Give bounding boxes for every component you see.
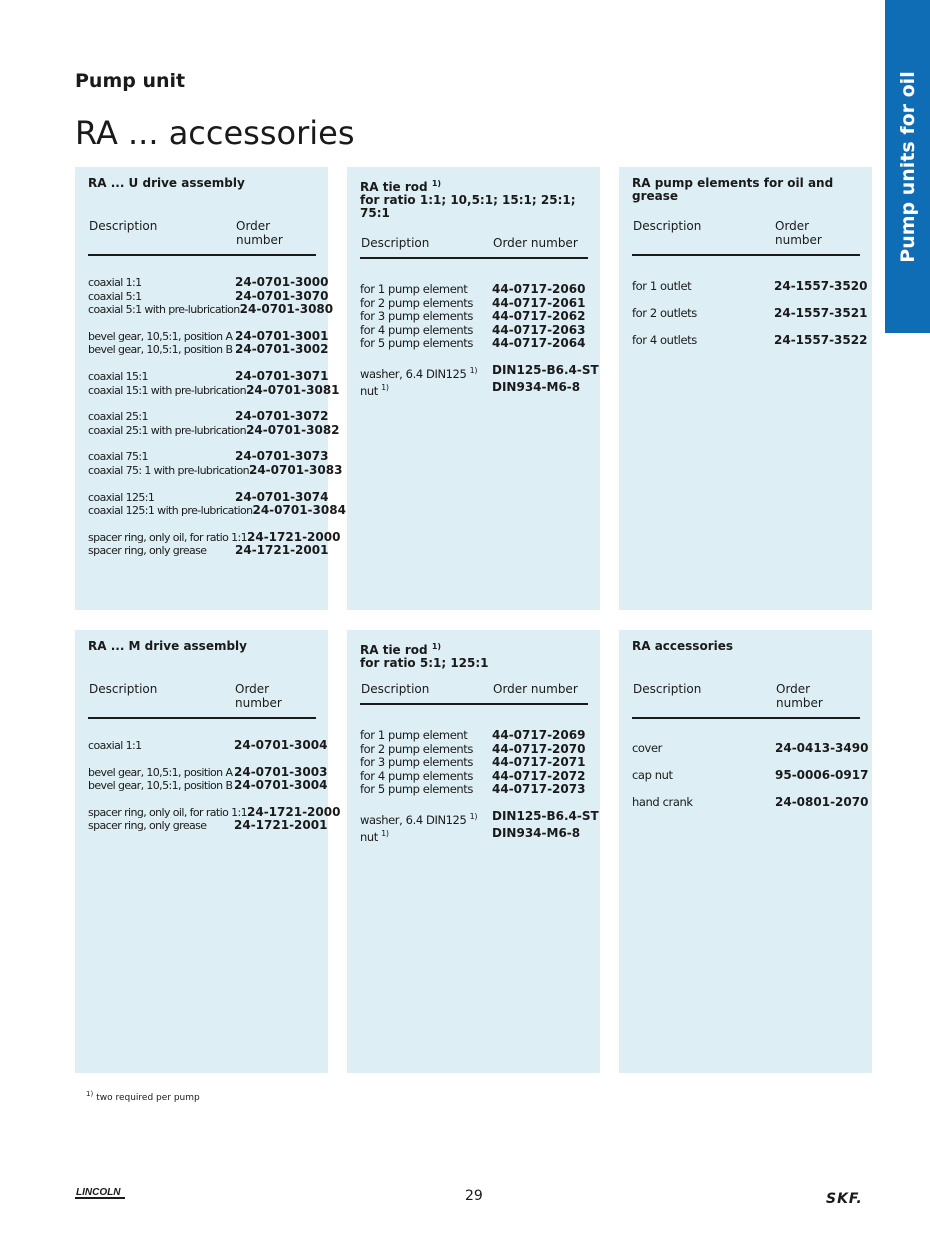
table-body xyxy=(360,728,599,845)
row-description-text: coaxial 15:1 xyxy=(88,369,148,383)
row-group xyxy=(360,362,599,399)
row-description xyxy=(88,806,247,820)
row-group xyxy=(88,368,340,397)
row-description xyxy=(88,544,235,558)
footnote-marker: 1) xyxy=(469,365,478,375)
table-row xyxy=(88,764,328,780)
table-body xyxy=(632,741,869,810)
row-description xyxy=(632,280,774,294)
panel-title: RA pump elements for oil and grease xyxy=(632,176,834,203)
row-order-number: 44-0717-2064 xyxy=(492,336,586,351)
column-header-description: Description xyxy=(89,219,158,233)
row-group xyxy=(88,529,341,558)
table-row xyxy=(632,279,868,294)
row-description xyxy=(88,410,235,424)
row-description-text: nut xyxy=(360,384,378,399)
table-row xyxy=(360,310,588,324)
row-description xyxy=(360,756,492,770)
row-description xyxy=(360,337,492,351)
table-row xyxy=(88,382,340,398)
row-description-text: cover xyxy=(632,741,662,755)
row-description-text: for 2 pump elements xyxy=(360,295,473,310)
row-order-number: 24-0701-3004 xyxy=(234,738,328,752)
table-row xyxy=(88,275,329,290)
row-description-text: coaxial 1:1 xyxy=(88,739,142,752)
row-description xyxy=(632,334,774,348)
row-group xyxy=(88,449,343,477)
row-order-number: 44-0717-2062 xyxy=(492,309,586,324)
row-order-number: 44-0717-2072 xyxy=(492,768,586,783)
row-group xyxy=(88,328,329,357)
row-order-number: 24-0701-3071 xyxy=(235,368,329,383)
row-order-number: 44-0717-2073 xyxy=(492,782,586,797)
footnote-mark: 1) xyxy=(86,1090,94,1098)
table-row xyxy=(632,741,869,756)
row-order-number: 44-0717-2060 xyxy=(492,282,586,296)
row-order-number: 95-0006-0917 xyxy=(775,768,869,783)
row-order-number: DIN934-M6-8 xyxy=(492,826,581,841)
panel-title: RA accessories xyxy=(632,639,734,653)
row-description-text: spacer ring, only grease xyxy=(88,819,207,833)
row-description xyxy=(632,742,775,756)
table-row xyxy=(88,422,340,438)
row-description xyxy=(632,796,775,810)
row-order-number: 24-0701-3072 xyxy=(235,409,329,424)
table-row xyxy=(88,503,346,518)
table-row xyxy=(88,529,341,545)
row-description xyxy=(88,370,235,384)
panel-tie-rod-ratio-1 xyxy=(347,167,600,610)
table-row xyxy=(88,543,329,558)
side-tab-label: Pump units for oil xyxy=(896,70,919,263)
row-group xyxy=(88,764,328,793)
row-description-text: spacer ring, only oil, for ratio 1:1 xyxy=(88,530,247,544)
table-row xyxy=(88,462,343,478)
row-description-text: nut xyxy=(360,830,378,845)
row-description-text: washer, 6.4 DIN125 xyxy=(360,366,467,381)
row-group xyxy=(360,283,588,351)
panel-title xyxy=(360,640,588,670)
row-description xyxy=(88,779,234,793)
row-description-text: bevel gear, 10,5:1, position B xyxy=(88,779,233,793)
table-row xyxy=(360,283,588,297)
row-order-number: 44-0717-2063 xyxy=(492,322,586,337)
footnote-text: two required per pump xyxy=(96,1093,200,1103)
column-header-description: Description xyxy=(361,682,430,696)
table-header xyxy=(360,682,588,705)
footnote xyxy=(86,1090,200,1103)
row-description xyxy=(360,283,492,297)
page-title: RA ... accessories xyxy=(75,114,355,152)
row-group xyxy=(88,409,340,437)
row-order-number: 24-1721-2001 xyxy=(235,543,329,558)
row-description xyxy=(88,504,252,518)
row-description-text: for 1 pump element xyxy=(360,282,468,296)
row-description xyxy=(360,743,492,757)
row-order-number: 24-0413-3490 xyxy=(775,741,869,755)
column-header-order-number: Order number xyxy=(776,682,823,710)
row-description xyxy=(88,290,235,304)
table-row xyxy=(88,778,328,793)
table-row xyxy=(360,297,588,311)
row-description-text: spacer ring, only grease xyxy=(88,544,207,558)
row-description-text: hand crank xyxy=(632,795,693,810)
table-row xyxy=(360,808,599,827)
lincoln-logo-text: LINCOLN xyxy=(76,1187,121,1198)
row-group xyxy=(88,738,328,753)
row-order-number: DIN934-M6-8 xyxy=(492,380,581,395)
panel-u-drive-assembly xyxy=(75,167,346,610)
row-order-number: 24-0701-3003 xyxy=(234,764,328,779)
column-header-order-number: Order number xyxy=(493,682,578,696)
row-order-number: 24-0701-3070 xyxy=(235,288,329,303)
table-row xyxy=(360,337,588,351)
side-tab xyxy=(885,0,930,333)
column-header-description: Description xyxy=(361,236,430,250)
table-row xyxy=(88,302,334,317)
row-group xyxy=(88,489,346,518)
table-row xyxy=(88,804,341,820)
section-label: Pump unit xyxy=(75,70,186,92)
row-group xyxy=(360,729,588,797)
row-description-text: coaxial 25:1 xyxy=(88,410,148,424)
row-order-number: DIN125-B6.4-ST xyxy=(492,362,599,377)
column-header-order-number: Order number xyxy=(236,219,283,247)
row-description xyxy=(88,464,249,478)
panel-title-line1: RA tie rod xyxy=(360,643,428,657)
table-row xyxy=(360,362,599,381)
table-body xyxy=(632,279,868,348)
table-row xyxy=(88,288,329,304)
page-number: 29 xyxy=(465,1188,483,1204)
row-description xyxy=(88,276,235,290)
row-group xyxy=(88,804,341,833)
panel-pump-elements xyxy=(619,167,872,610)
row-description-text: for 5 pump elements xyxy=(360,782,473,797)
row-description xyxy=(88,766,234,780)
table-row xyxy=(632,795,869,810)
row-description-text: bevel gear, 10,5:1, position A xyxy=(88,765,233,779)
row-description-text: coaxial 75:1 xyxy=(88,450,148,464)
row-description xyxy=(360,381,492,398)
row-order-number: 24-0701-3004 xyxy=(234,778,328,793)
table-body xyxy=(88,275,346,558)
row-description xyxy=(88,819,234,833)
row-description xyxy=(88,343,235,357)
column-header-description: Description xyxy=(633,682,702,696)
row-order-number: 24-1721-2001 xyxy=(234,818,328,833)
row-description xyxy=(88,491,235,505)
panel-tie-rod-ratio-2 xyxy=(347,630,600,1073)
row-description-text: coaxial 125:1 xyxy=(88,490,155,504)
row-group xyxy=(360,808,599,845)
table-row xyxy=(88,409,329,424)
row-order-number: 24-0701-3081 xyxy=(246,382,340,397)
row-description-text: coaxial 15:1 with pre-lubrication xyxy=(88,383,247,397)
table-header xyxy=(360,236,588,259)
table-row xyxy=(88,449,329,464)
table-row xyxy=(88,342,329,357)
row-description-text: coaxial 125:1 with pre-lubrication xyxy=(88,504,253,518)
row-description xyxy=(360,770,492,784)
panel-title-line2: for ratio 1:1; 10,5:1; 15:1; 25:1; 75:1 xyxy=(360,193,576,220)
footnote-marker: 1) xyxy=(469,811,478,821)
panel-title: RA ... M drive assembly xyxy=(88,639,247,653)
table-row xyxy=(360,827,588,844)
table-header xyxy=(88,219,316,256)
table-row xyxy=(360,381,588,398)
column-header-order-number: Order number xyxy=(775,219,822,247)
row-order-number: 24-0701-3074 xyxy=(235,489,329,504)
table-header xyxy=(632,682,860,719)
table-header xyxy=(88,682,316,719)
table-row xyxy=(88,738,328,753)
footnote-marker: 1) xyxy=(381,383,389,393)
row-description-text: coaxial 75: 1 with pre-lubrication xyxy=(88,463,249,477)
row-order-number: 24-0701-3073 xyxy=(235,449,329,464)
skf-logo: SKF. xyxy=(826,1191,863,1207)
row-description xyxy=(360,827,492,844)
row-description-text: cap nut xyxy=(632,768,673,783)
table-row xyxy=(632,333,868,348)
table-row xyxy=(632,306,868,321)
column-header-order-number: Order number xyxy=(493,236,578,250)
row-description xyxy=(360,783,492,797)
row-description xyxy=(360,297,492,311)
panel-m-drive-assembly xyxy=(75,630,341,1073)
table-body xyxy=(88,738,341,833)
row-description xyxy=(360,310,492,324)
row-order-number: 24-0701-3084 xyxy=(252,503,346,518)
row-description xyxy=(88,450,235,464)
column-header-description: Description xyxy=(89,682,158,696)
row-description-text: spacer ring, only oil, for ratio 1:1 xyxy=(88,805,247,819)
row-description-text: bevel gear, 10,5:1, position B xyxy=(88,343,233,357)
row-description xyxy=(88,330,235,344)
table-header xyxy=(632,219,860,256)
table-row xyxy=(88,818,328,833)
row-description-text: for 4 pump elements xyxy=(360,322,473,337)
table-body xyxy=(360,282,599,399)
row-order-number: 24-1557-3520 xyxy=(774,279,868,293)
row-description-text: for 2 pump elements xyxy=(360,741,473,756)
row-description-text: for 3 pump elements xyxy=(360,309,473,324)
row-order-number: 24-0701-3080 xyxy=(239,302,334,317)
row-order-number: 24-1721-2000 xyxy=(247,804,341,819)
row-description xyxy=(88,531,247,545)
row-description-text: coaxial 5:1 xyxy=(88,289,142,303)
row-order-number: 24-1557-3522 xyxy=(774,333,868,348)
table-row xyxy=(360,783,588,797)
row-order-number: 24-1557-3521 xyxy=(774,306,868,321)
row-description xyxy=(88,424,246,438)
table-row xyxy=(632,768,869,783)
row-order-number: 24-0701-3002 xyxy=(235,342,329,357)
row-description xyxy=(360,324,492,338)
row-description-text: for 1 outlet xyxy=(632,279,692,293)
footnote-marker: 1) xyxy=(381,829,389,839)
row-description xyxy=(632,769,775,783)
row-order-number: 24-1721-2000 xyxy=(247,529,341,544)
column-header-order-number: Order number xyxy=(235,682,282,710)
panel-accessories xyxy=(619,630,872,1073)
row-order-number: 24-0701-3082 xyxy=(246,422,340,437)
table-row xyxy=(360,324,588,338)
panel-title-line2: for ratio 5:1; 125:1 xyxy=(360,656,489,670)
row-description-text: coaxial 25:1 with pre-lubrication xyxy=(88,423,247,437)
row-description xyxy=(88,739,234,753)
row-description-text: washer, 6.4 DIN125 xyxy=(360,812,467,827)
column-header-description: Description xyxy=(633,219,702,233)
row-description-text: for 5 pump elements xyxy=(360,336,473,351)
row-description-text: for 4 outlets xyxy=(632,333,697,348)
row-order-number: 24-0701-3083 xyxy=(248,462,343,477)
row-description-text: coaxial 5:1 with pre-lubrication xyxy=(88,303,240,317)
row-order-number: 24-0701-3001 xyxy=(235,328,329,343)
row-description-text: for 1 pump element xyxy=(360,728,468,742)
panel-title-line1: RA tie rod xyxy=(360,180,428,194)
row-description xyxy=(360,729,492,743)
row-description xyxy=(360,364,492,381)
table-row xyxy=(360,743,588,757)
row-group xyxy=(88,275,334,317)
row-order-number: 44-0717-2069 xyxy=(492,728,586,742)
row-order-number: 44-0717-2070 xyxy=(492,741,586,756)
lincoln-logo xyxy=(75,1183,129,1203)
table-row xyxy=(88,489,329,505)
row-description-text: for 3 pump elements xyxy=(360,755,473,770)
row-order-number: 24-0701-3000 xyxy=(235,275,329,289)
row-order-number: DIN125-B6.4-ST xyxy=(492,808,599,823)
table-row xyxy=(88,368,329,384)
row-order-number: 44-0717-2061 xyxy=(492,295,586,310)
table-row xyxy=(88,328,329,344)
table-row xyxy=(360,729,588,743)
footnote-marker: 1) xyxy=(431,179,442,188)
row-order-number: 44-0717-2071 xyxy=(492,755,586,770)
row-description-text: for 4 pump elements xyxy=(360,768,473,783)
footnote-marker: 1) xyxy=(431,642,442,651)
row-description-text: coaxial 1:1 xyxy=(88,276,142,289)
table-row xyxy=(360,770,588,784)
row-description-text: for 2 outlets xyxy=(632,306,697,321)
row-description xyxy=(88,303,240,317)
panel-title xyxy=(360,177,588,220)
row-description xyxy=(360,810,492,827)
row-description xyxy=(88,384,246,398)
row-description xyxy=(632,307,774,321)
table-row xyxy=(360,756,588,770)
panel-title: RA ... U drive assembly xyxy=(88,176,245,190)
row-description-text: bevel gear, 10,5:1, position A xyxy=(88,329,233,343)
row-order-number: 24-0801-2070 xyxy=(775,795,869,810)
